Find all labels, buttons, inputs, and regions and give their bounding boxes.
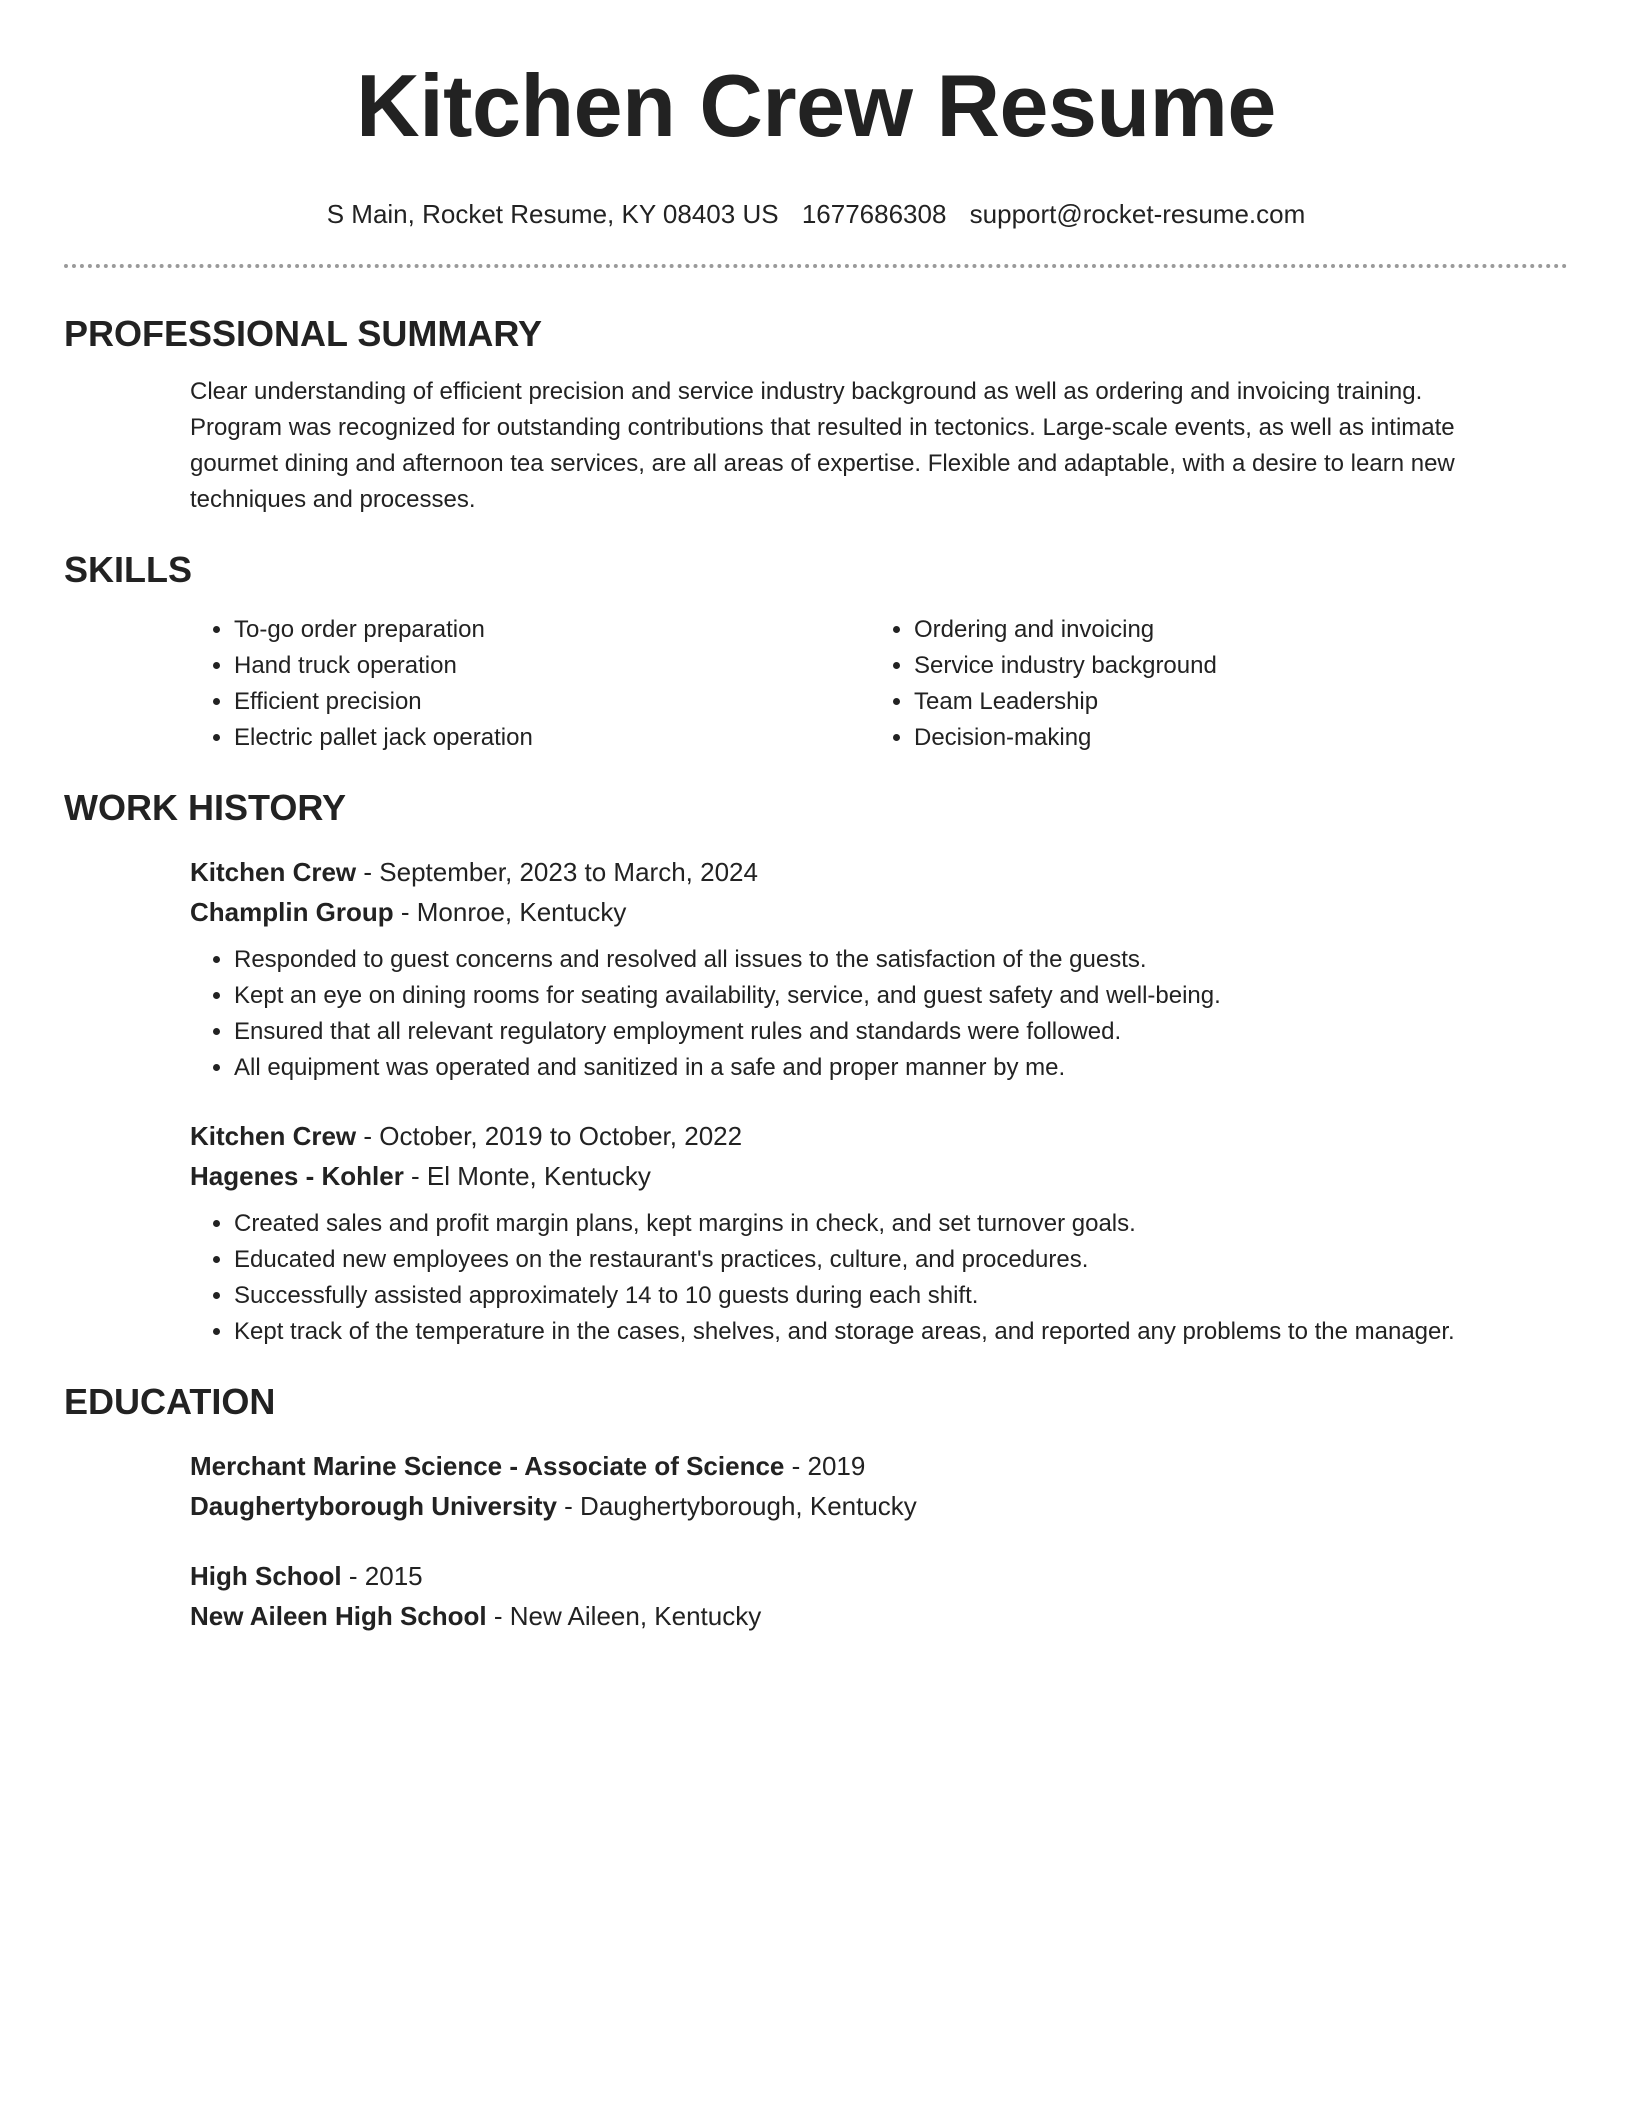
school-name: Daughertyborough University: [190, 1491, 557, 1521]
skill-item: • Efficient precision: [234, 684, 870, 720]
skill-item: • Team Leadership: [914, 684, 1550, 720]
skill-item: • To-go order preparation: [234, 612, 870, 648]
skill-item: • Hand truck operation: [234, 648, 870, 684]
job-duty: • All equipment was operated and sanitized in a safe and proper manner by me.: [234, 1050, 1568, 1086]
education-entry: [190, 1556, 1568, 1636]
job-duty: • Ensured that all relevant regulatory employment rules and standards were followed.: [234, 1014, 1568, 1050]
job-location: - El Monte, Kentucky: [403, 1161, 651, 1191]
job-duty: • Kept track of the temperature in the cases, shelves, and storage areas, and reported any problems to the manager.: [234, 1314, 1568, 1350]
job-dates: - September, 2023 to March, 2024: [356, 857, 758, 887]
job-dates: - October, 2019 to October, 2022: [356, 1121, 743, 1151]
school-line: [190, 1596, 1568, 1636]
job-company-line: [190, 892, 1568, 932]
skill-item: • Decision-making: [914, 720, 1550, 756]
summary-heading: PROFESSIONAL SUMMARY: [64, 313, 543, 354]
summary-text: Clear understanding of efficient precision and service industry background as well as ordering and invoicing training. Program was recognized for outstanding contributions that resulted in tectonics. Large-scale events, as well as intimate gourmet dining and afternoon tea services, are all areas of expertise. Flexible and adaptable, with a desire to learn new techniques and processes.: [190, 378, 1455, 513]
skill-item: • Electric pallet jack operation: [234, 720, 870, 756]
skills-heading: SKILLS: [64, 549, 193, 590]
job-role: Kitchen Crew: [190, 1121, 357, 1151]
job-duty: • Educated new employees on the restaurant's practices, culture, and procedures.: [234, 1242, 1568, 1278]
job-duties: [190, 942, 1568, 1086]
job-duty: • Responded to guest concerns and resolved all issues to the satisfaction of the guests.: [234, 942, 1568, 978]
header-divider: [64, 264, 1568, 268]
skill-item: • Ordering and invoicing: [914, 612, 1550, 648]
skills-column-right: [870, 612, 1550, 756]
job-duty: • Created sales and profit margin plans, kept margins in check, and set turnover goals.: [234, 1206, 1568, 1242]
job-duty: • Kept an eye on dining rooms for seating availability, service, and guest safety and well-being.: [234, 978, 1568, 1014]
degree-line: [190, 1556, 1568, 1596]
job-company-line: [190, 1156, 1568, 1196]
job-title-line: [190, 1116, 1568, 1156]
job-duty: • Successfully assisted approximately 14 to 10 guests during each shift.: [234, 1278, 1568, 1314]
degree-name: High School: [190, 1561, 342, 1591]
skill-item: • Service industry background: [914, 648, 1550, 684]
school-location: - Daughertyborough, Kentucky: [556, 1491, 917, 1521]
school-name: New Aileen High School: [190, 1601, 487, 1631]
job-title-line: [190, 852, 1568, 892]
degree-name: Merchant Marine Science - Associate of Science: [190, 1451, 785, 1481]
education-heading: EDUCATION: [64, 1381, 276, 1422]
contact-phone: 1677686308: [801, 199, 947, 229]
job-entry: [190, 852, 1568, 1086]
job-duties: [190, 1206, 1568, 1350]
resume-title: Kitchen Crew Resume: [356, 56, 1276, 155]
job-company: Hagenes - Kohler: [190, 1161, 404, 1191]
job-role: Kitchen Crew: [190, 857, 357, 887]
job-entry: [190, 1116, 1568, 1350]
contact-line: [64, 198, 1568, 230]
school-location: - New Aileen, Kentucky: [486, 1601, 762, 1631]
skills-list: [190, 612, 1568, 756]
school-line: [190, 1486, 1568, 1526]
skills-column-left: [190, 612, 870, 756]
job-company: Champlin Group: [190, 897, 394, 927]
degree-year: - 2015: [341, 1561, 423, 1591]
degree-line: [190, 1446, 1568, 1486]
contact-email: support@rocket-resume.com: [969, 199, 1306, 229]
education-entry: [190, 1446, 1568, 1526]
job-location: - Monroe, Kentucky: [393, 897, 627, 927]
degree-year: - 2019: [784, 1451, 866, 1481]
work-history-heading: WORK HISTORY: [64, 787, 347, 828]
contact-address: S Main, Rocket Resume, KY 08403 US: [326, 199, 779, 229]
